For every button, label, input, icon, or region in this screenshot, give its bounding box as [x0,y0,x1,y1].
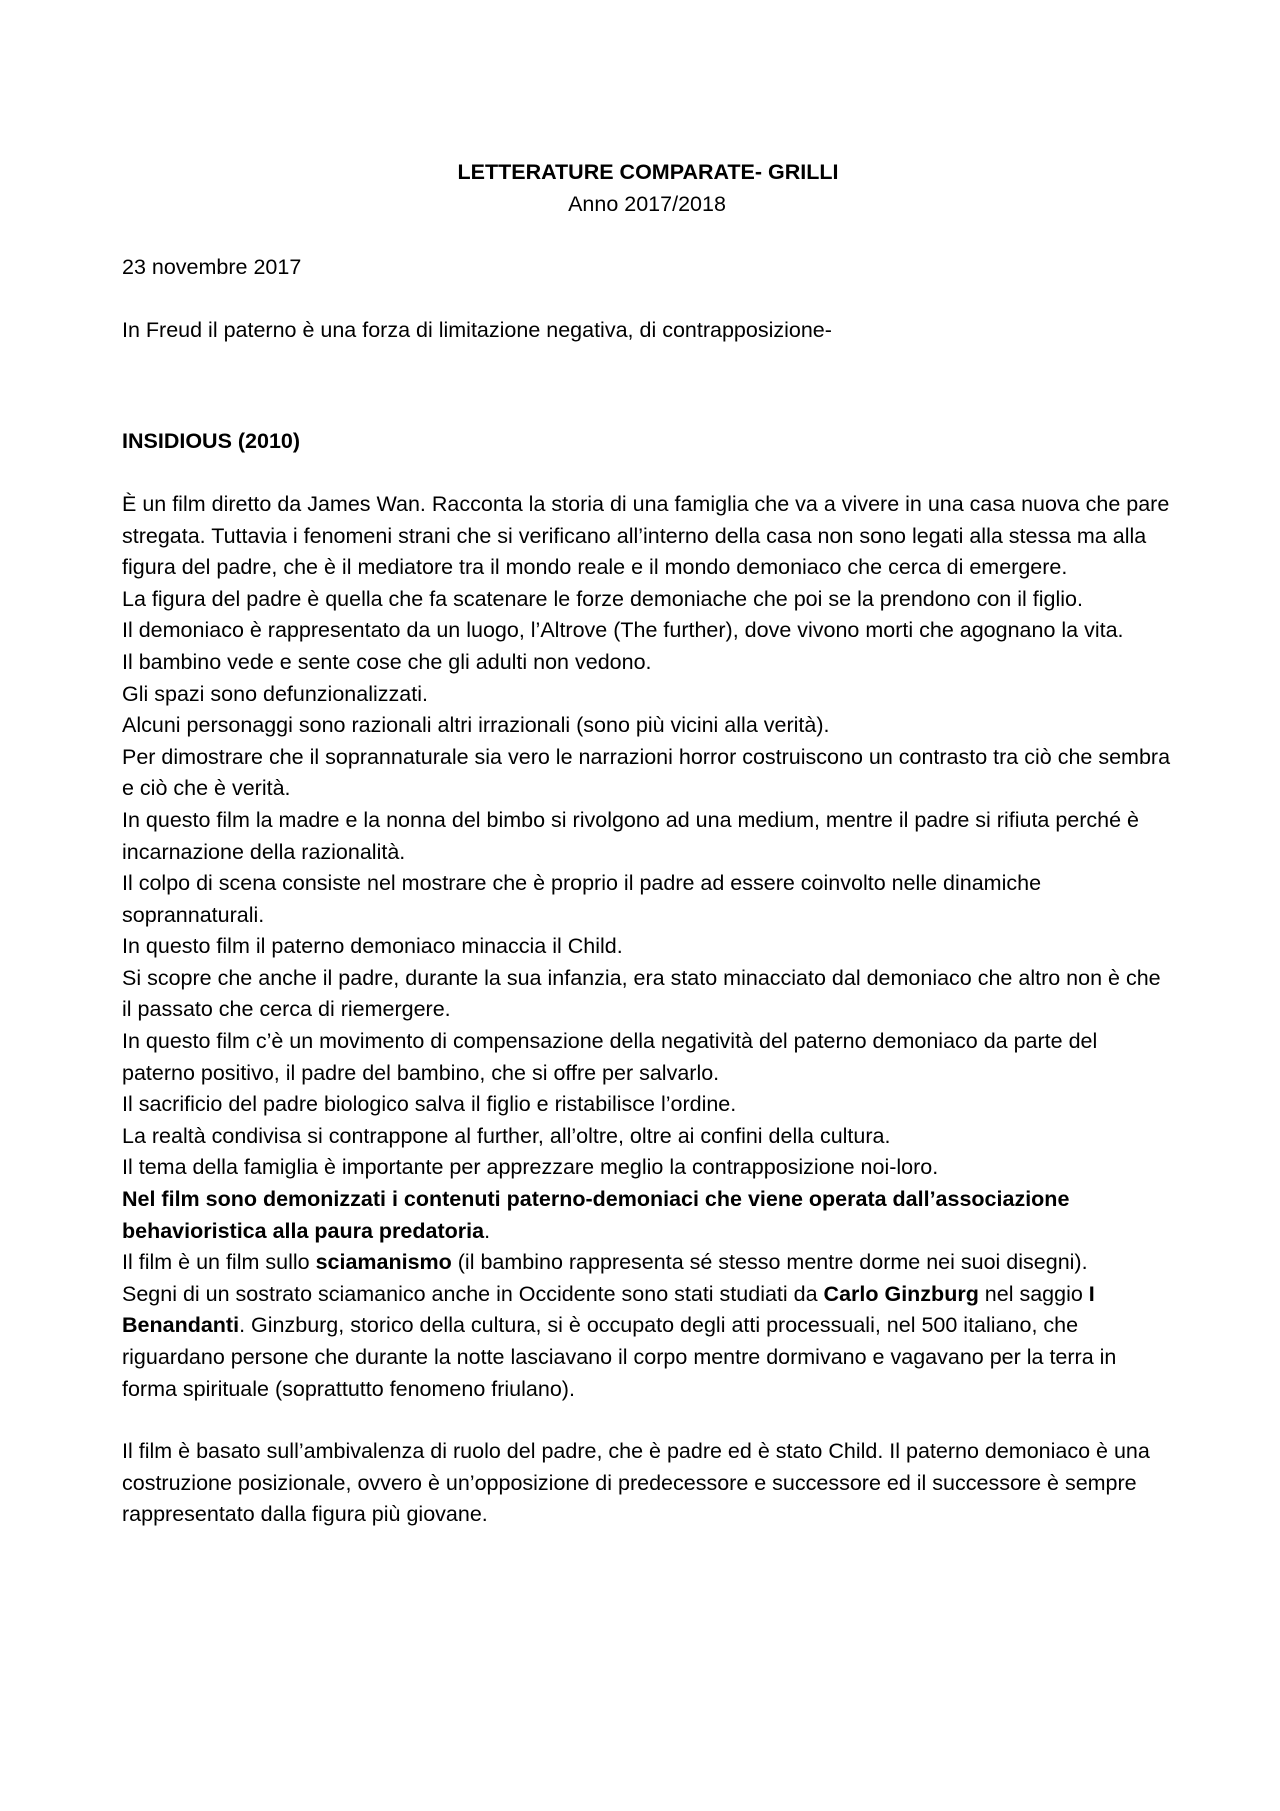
text-run: Segni di un sostrato sciamanico anche in Occidente sono stati studiati da [122,1281,824,1306]
paragraph-bold-statement [122,1184,1172,1247]
paragraph: Il demoniaco è rappresentato da un luogo, l’Altrove (The further), dove vivono morti che agognano la vita. [122,618,1124,643]
section-heading: INSIDIOUS (2010) [122,429,301,454]
paragraph: Gli spazi sono defunzionalizzati. [122,681,428,706]
paragraph: È un film diretto da James Wan. Racconta la storia di una famiglia che va a vivere in una casa nuova che pare stregata. Tuttavia i fenomeni strani che si verificano all’interno della casa non sono legati alla stessa ma alla figura del padre, che è il mediatore tra il mondo reale e il mondo demoniaco che cerca di emergere. [122,491,1170,580]
paragraph: Il bambino vede e sente cose che gli adulti non vedono. [122,649,652,674]
text-run: nel saggio [978,1281,1089,1306]
paragraph: Il tema della famiglia è importante per apprezzare meglio la contrapposizione noi-loro. [122,1155,939,1180]
paragraph: La realtà condivisa si contrappone al further, all’oltre, oltre ai confini della cultura. [122,1123,891,1148]
paragraph: La figura del padre è quella che fa scatenare le forze demoniache che poi se la prendono con il figlio. [122,586,1083,611]
paragraph: Alcuni personaggi sono razionali altri irrazionali (sono più vicini alla verità). [122,713,830,738]
paragraph: Il colpo di scena consiste nel mostrare che è proprio il padre ad essere coinvolto nelle dinamiche soprannaturali. [122,871,1042,927]
paragraph-shamanism [122,1247,1172,1279]
document-title: LETTERATURE COMPARATE- GRILLI [457,160,839,184]
section-body [122,489,1172,1531]
bold-text: Carlo Ginzburg [823,1281,979,1306]
text-run: (il bambino rappresenta sé stesso mentre dorme nei suoi disegni). [451,1250,1088,1275]
paragraph: Per dimostrare che il soprannaturale sia vero le narrazioni horror costruiscono un contrasto tra ciò che sembra e ciò che è verità. [122,744,1171,801]
paragraph: Si scopre che anche il padre, durante la sua infanzia, era stato minacciato dal demoniaco che altro non è che il passato che cerca di riemergere. [122,965,1161,1022]
lecture-date: 23 novembre 2017 [122,255,302,280]
text-run: . [484,1218,491,1243]
paragraph: In questo film la madre e la nonna del bimbo si rivolgono ad una medium, mentre il padre si rifiuta perché è incarnazione della razionalità. [122,807,1140,864]
document-body [122,157,1172,1531]
academic-year: Anno 2017/2018 [568,191,726,216]
paragraph: In questo film c’è un movimento di compensazione della negatività del paterno demoniaco da parte del paterno positivo, il padre del bambino, che si offre per salvarlo. [122,1029,1098,1085]
paragraph: In questo film il paterno demoniaco minaccia il Child. [122,934,623,959]
paragraph-ginzburg [122,1279,1172,1405]
intro-paragraph: In Freud il paterno è una forza di limitazione negativa, di contrapposizione- [122,317,832,342]
closing-paragraph: Il film è basato sull’ambivalenza di ruolo del padre, che è padre ed è stato Child. Il paterno demoniaco è una costruzione posizionale, ovvero è un’opposizione di predecessore e successore ed il successore è sempre rappresentato dalla figura più giovane. [122,1439,1150,1527]
text-run: . Ginzburg, storico della cultura, si è occupato degli atti processuali, nel 500 italiano, che riguardano persone che durante la notte lasciavano il corpo mentre dormivano e vagavano per la terra in forma spirituale (soprattutto fenomeno friulano). [122,1313,1117,1401]
paragraph: Il sacrificio del padre biologico salva il figlio e ristabilisce l’ordine. [122,1092,737,1117]
bold-text: Nel film sono demonizzati i contenuti paterno-demoniaci che viene operata dall’associazione behavioristica alla paura predatoria [122,1187,1070,1243]
text-run: Il film è un film sullo [122,1250,316,1275]
bold-text: sciamanismo [315,1250,452,1275]
bold-text: I Benandanti [122,1281,1095,1338]
